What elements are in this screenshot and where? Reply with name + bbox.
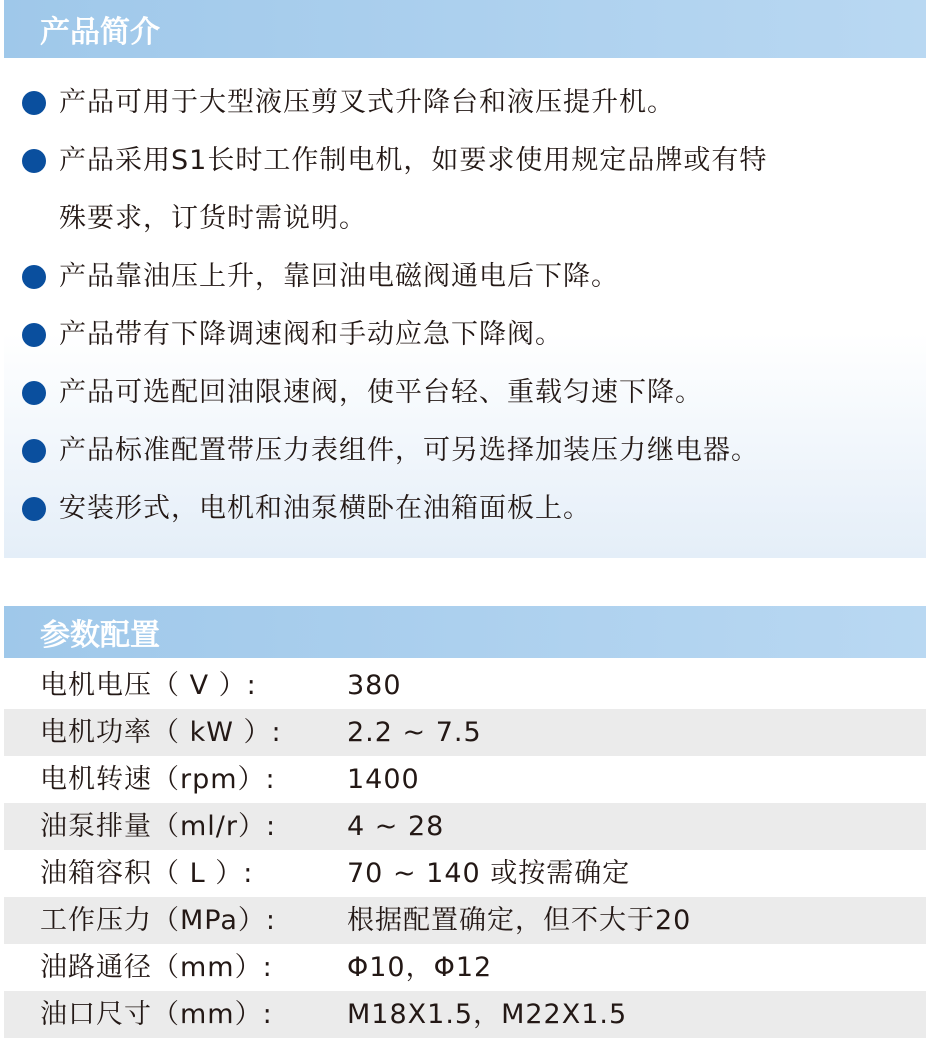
intro-item-text: 产品可选配回油限速阀，使平台轻、重载匀速下降。 — [59, 377, 703, 408]
param-value: 380 — [347, 670, 402, 701]
intro-item-text: 产品采用S1长时工作制电机，如要求使用规定品牌或有特 — [59, 145, 768, 176]
param-label: 油口尺寸（mm）: — [40, 999, 273, 1030]
intro-section-body — [4, 58, 926, 558]
bullet-icon — [22, 265, 46, 289]
param-label: 油路通径（mm）: — [40, 952, 273, 983]
param-row — [4, 662, 926, 709]
param-value: Φ10，Φ12 — [347, 952, 493, 983]
param-row — [4, 850, 926, 897]
params-section-header — [4, 606, 926, 658]
intro-item-text-continued: 殊要求，订货时需说明。 — [59, 203, 367, 234]
bullet-icon — [22, 497, 46, 521]
bullet-icon — [22, 381, 46, 405]
intro-item-text: 产品靠油压上升，靠回油电磁阀通电后下降。 — [59, 261, 619, 292]
intro-section-header — [4, 0, 926, 58]
param-label: 电机功率（ kW ）: — [40, 717, 282, 748]
param-label: 电机电压（ V ）: — [40, 670, 257, 701]
intro-item-text: 产品可用于大型液压剪叉式升降台和液压提升机。 — [59, 87, 675, 118]
param-row — [4, 897, 926, 944]
param-row — [4, 803, 926, 850]
bullet-icon — [22, 323, 46, 347]
param-label: 电机转速（rpm）: — [40, 764, 276, 795]
param-value: M18X1.5，M22X1.5 — [347, 999, 628, 1030]
bullet-icon — [22, 91, 46, 115]
intro-section-title: 产品简介 — [40, 15, 160, 50]
param-value: 4 ~ 28 — [347, 811, 445, 842]
bullet-icon — [22, 149, 46, 173]
bullet-icon — [22, 439, 46, 463]
param-row — [4, 944, 926, 991]
param-value: 根据配置确定，但不大于20 — [347, 905, 692, 936]
param-label: 油箱容积（ L ）: — [40, 858, 254, 889]
intro-item-text: 安装形式，电机和油泵横卧在油箱面板上。 — [59, 493, 591, 524]
param-value: 1400 — [347, 764, 420, 795]
param-value: 70 ~ 140 或按需确定 — [347, 858, 631, 889]
param-row — [4, 756, 926, 803]
param-label: 工作压力（MPa）: — [40, 905, 277, 936]
param-label: 油泵排量（ml/r）: — [40, 811, 277, 842]
param-row — [4, 991, 926, 1038]
params-section-title: 参数配置 — [40, 618, 160, 653]
param-value: 2.2 ~ 7.5 — [347, 717, 482, 748]
param-row — [4, 709, 926, 756]
intro-item-text: 产品带有下降调速阀和手动应急下降阀。 — [59, 319, 563, 350]
intro-item-text: 产品标准配置带压力表组件，可另选择加装压力继电器。 — [59, 435, 759, 466]
